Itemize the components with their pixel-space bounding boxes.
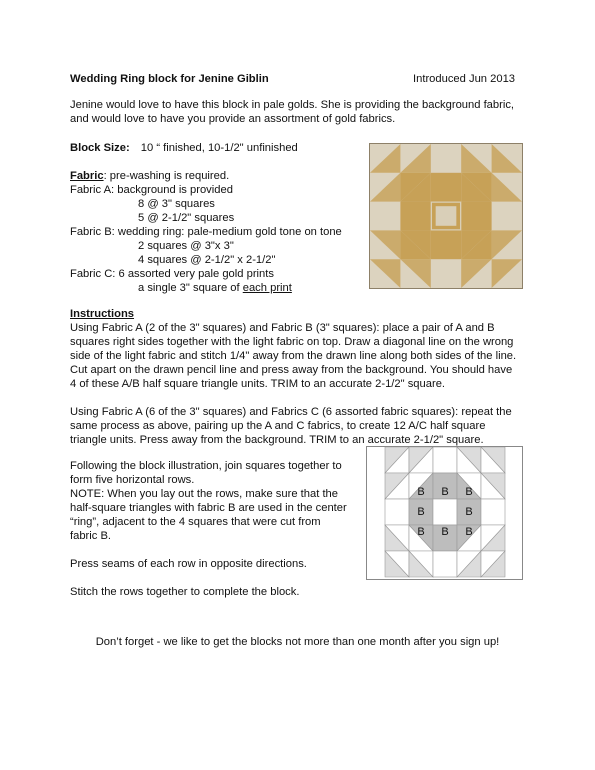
assembly-section <box>70 459 347 599</box>
fabric-line: 2 squares @ 3"x 3" <box>138 240 234 252</box>
fabric-line: 8 @ 3" squares <box>138 198 215 210</box>
press-seams-line: Press seams of each row in opposite directions. <box>70 558 307 570</box>
stitch-rows-line: Stitch the rows together to complete the block. <box>70 586 300 598</box>
block-size-label: Block Size: <box>70 142 130 154</box>
block-size-value: 10 “ finished, 10-1/2" unfinished <box>140 142 298 154</box>
diagram-label-b: B <box>417 506 425 518</box>
instructions-line: triangle units. Press away from the background. TRIM to an accurate 2-1/2" square. <box>70 434 484 446</box>
fabric-line: a single 3" square of <box>138 282 243 294</box>
fabric-line-underlined: each print <box>242 282 292 294</box>
assembly-line: Following the block illustration, join squares together to <box>70 460 342 472</box>
instructions-line: side of the light fabric and stitch 1/4" away from the drawn line along both sides of the line. <box>70 350 517 362</box>
assembly-line: NOTE: When you lay out the rows, make sure that the <box>70 488 338 500</box>
fabric-line: Fabric A: background is provided <box>70 184 233 196</box>
intro-line: Jenine would love to have this block in pale golds. She is providing the background fabric, <box>70 99 515 111</box>
diagram-label-b: B <box>465 486 473 498</box>
footer-note: Don’t forget - we like to get the blocks not more than one month after you sign up! <box>95 636 500 648</box>
diagram-label-b: B <box>417 526 425 538</box>
instructions-line: same process as above, pairing up the A and C fabrics, to create 12 A/C half square <box>70 420 486 432</box>
diagram-label-b: B <box>465 506 473 518</box>
assembly-line: half-square triangles with fabric B are used in the center <box>70 502 347 514</box>
instructions-line: Using Fabric A (2 of the 3" squares) and Fabric B (3" squares): place a pair of A and B <box>70 322 495 334</box>
assembly-line: fabric B. <box>70 530 112 542</box>
fabric-heading-note: : pre-washing is required. <box>103 170 230 182</box>
assembly-line: “ring”, adjacent to the 4 squares that were cut from <box>70 516 321 528</box>
block-photo-image <box>370 144 522 288</box>
intro-paragraph <box>70 98 514 126</box>
instructions-section <box>70 307 525 447</box>
instructions-line: squares right sides together with the light fabric on top. Draw a diagonal line on the wrong <box>70 336 514 348</box>
block-photo <box>369 143 523 289</box>
diagram-label-b: B <box>441 486 449 498</box>
introduced-date: Introduced Jun 2013 <box>413 73 516 85</box>
assembly-line: form five horizontal rows. <box>70 474 195 486</box>
fabric-line: 5 @ 2-1/2" squares <box>138 212 235 224</box>
diagram-label-b: B <box>441 526 449 538</box>
fabric-line: 4 squares @ 2-1/2" x 2-1/2" <box>138 254 276 266</box>
diagram-label-b: B <box>417 486 425 498</box>
instructions-heading: Instructions <box>70 308 135 320</box>
instructions-line: Using Fabric A (6 of the 3" squares) and Fabrics C (6 assorted fabric squares): repeat the <box>70 406 512 418</box>
intro-line: and would love to have you provide an assortment of gold fabrics. <box>70 113 396 125</box>
fabric-line: Fabric C: 6 assorted very pale gold prints <box>70 268 274 280</box>
fabric-section <box>70 169 342 295</box>
block-diagram <box>366 446 523 580</box>
diagram-label-b: B <box>465 526 473 538</box>
instructions-line: Cut apart on the drawn pencil line and press away from the background. You should have <box>70 364 513 376</box>
block-size <box>70 141 298 155</box>
instructions-line: 4 of these A/B half square triangle units. TRIM to an accurate 2-1/2" square. <box>70 378 446 390</box>
fabric-line: Fabric B: wedding ring: pale-medium gold tone on tone <box>70 226 342 238</box>
fabric-heading: Fabric <box>70 170 104 182</box>
page-title: Wedding Ring block for Jenine Giblin <box>70 73 269 85</box>
block-diagram-svg <box>367 447 522 579</box>
